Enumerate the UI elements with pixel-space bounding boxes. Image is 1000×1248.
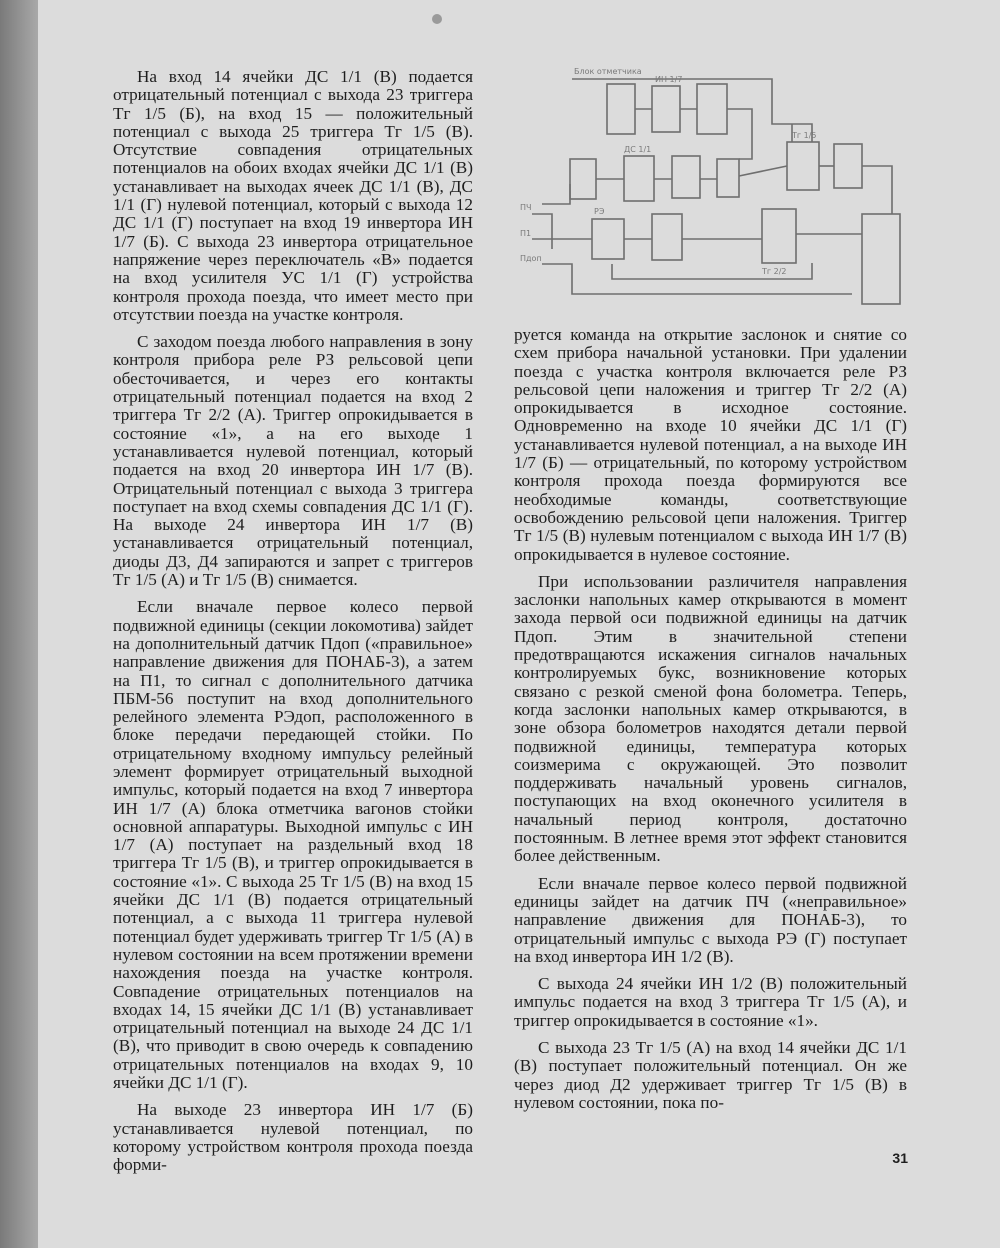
diagram-block bbox=[717, 159, 739, 197]
diagram-label: Тг 2/2 bbox=[762, 267, 787, 276]
diagram-wire bbox=[572, 79, 812, 142]
paragraph: С выхода 24 ячейки ИН 1/2 (В) положительный импульс подается на вход 3 триггера Тг 1/5 (А), и триггер опрокидывается в состояние «1». bbox=[514, 974, 907, 1030]
circuit-diagram-figure bbox=[512, 64, 912, 314]
paragraph: Если вначале первое колесо первой подвижной единицы (секции локомотива) зайдет на дополнительный датчик Пдоп («правильное» направление движения для ПОНАБ-3), а затем на П1, то сигнал с дополнительного датчика ПБМ-56 поступит на вход дополнительного релейного элемента РЭдоп, расположенного в блоке передачи передающей стойки. По отрицательному входному импульсу релейный элемент формирует отрицательный выходной импульс, который подается на вход 7 инвертора ИН 1/7 (А) блока отметчика вагонов стойки основной аппаратуры. Выходной импульс с ИН 1/7 (А) поступает на раздельный вход 18 триггера Тг 1/5 (В), и триггер опрокидывается в состояние «1». С выхода 25 Тг 1/5 (В) на вход 15 ячейки ДС 1/1 (В) подается отрицательный потенциал, а с выхода 11 триггера нулевой потенциал будет удерживать триггер Тг 1/5 (А) в нулевом состоянии на всем протяжении времени нахождения поезда на участке контроля. Совпадение отрицательных потенциалов на входах 14, 15 ячейки ДС 1/1 (В) устанавливает отрицательный потенциал на выходе 24 ДС 1/1 (В), что приводит в свою очередь к совпадению отрицательных потенциалов на входах 9, 10 ячейки ДС 1/1 (Г). bbox=[113, 597, 473, 1093]
diagram-wire bbox=[542, 184, 570, 204]
diagram-block bbox=[570, 159, 596, 199]
diagram-block bbox=[787, 142, 819, 190]
diagram-label: ДС 1/1 bbox=[624, 145, 652, 154]
diagram-block bbox=[624, 156, 654, 201]
diagram-wire bbox=[862, 166, 892, 214]
diagram-block bbox=[672, 156, 700, 198]
diagram-block bbox=[834, 144, 862, 188]
diagram-block bbox=[697, 84, 727, 134]
paragraph: С заходом поезда любого направления в зону контроля прибора реле РЗ рельсовой цепи обесточивается, и через его контакты отрицательный потенциал подается на вход 2 триггера Тг 2/2 (А). Триггер опрокидывается в состояние «1», а на его выходе 1 устанавливается нулевой потенциал, который подается на вход 20 инвертора ИН 1/7 (В). Отрицательный потенциал с выхода 3 триггера поступает на вход схемы совпадения ДС 1/1 (Г). На выходе 24 инвертора ИН 1/7 (В) устанавливается отрицательный потенциал, диоды Д3, Д4 запираются и запрет с триггеров Тг 1/5 (А) и Тг 1/5 (В) снимается. bbox=[113, 332, 473, 590]
diagram-block bbox=[592, 219, 624, 259]
diagram-label: Тг 1/5 bbox=[792, 131, 817, 140]
diagram-block bbox=[607, 84, 635, 134]
right-text-column bbox=[514, 326, 907, 1121]
diagram-label: Пдоп bbox=[520, 254, 542, 263]
diagram-wire bbox=[739, 166, 787, 176]
circuit-diagram bbox=[512, 64, 912, 314]
paragraph: На выходе 23 инвертора ИН 1/7 (Б) устанавливается нулевой потенциал, по которому устройством контроля прохода поезда форми- bbox=[113, 1100, 473, 1175]
binding-shadow bbox=[0, 0, 38, 1248]
diagram-block bbox=[652, 86, 680, 132]
diagram-wire bbox=[532, 214, 552, 249]
diagram-block bbox=[762, 209, 796, 263]
paragraph: С выхода 23 Тг 1/5 (А) на вход 14 ячейки ДС 1/1 (В) поступает положительный потенциал. Он же через диод Д2 удерживает триггер Тг 1/5 (В) в нулевом состоянии, пока по- bbox=[514, 1037, 907, 1112]
diagram-block bbox=[652, 214, 682, 260]
left-text-column bbox=[113, 68, 473, 1184]
diagram-label: РЭ bbox=[594, 207, 605, 216]
diagram-label: Блок отметчика bbox=[574, 67, 642, 76]
paragraph: При использовании различителя направления заслонки напольных камер открываются в момент захода первой оси подвижной единицы на датчик Пдоп. Этим в значительной степени предотвращаются искажения сигналов начальных контролируемых букс, возникновение которых связано с резкой сменой фона болометра. Теперь, когда заслонки напольных камер открываются, в зоне обзора болометров находятся детали первой подвижной единицы, температура которых соизмерима с окружающей. Это позволит поддерживать начальный уровень сигналов, поступающих на вход оконечного усилителя в начальный период контроля, достаточно постоянным. В летнее время этот эффект становится более действенным. bbox=[514, 571, 907, 866]
print-smudge bbox=[432, 14, 442, 24]
page-number: 31 bbox=[892, 1150, 908, 1166]
diagram-block bbox=[862, 214, 900, 304]
diagram-label: ИН 1/7 bbox=[655, 75, 683, 84]
paragraph: Если вначале первое колесо первой подвижной единицы зайдет на датчик ПЧ («неправильное» направление движения для ПОНАБ-3), то отрицательный импульс с выхода РЭ (Г) поступает на вход инвертора ИН 1/2 (В). bbox=[514, 873, 907, 966]
paragraph: руется команда на открытие заслонок и снятие со схем прибора начальной установки. При удалении поезда с участка контроля включается реле РЗ рельсовой цепи наложения и триггер Тг 2/2 (А) опрокидывается в исходное состояние. Одновременно на входе 10 ячейки ДС 1/1 (Г) устанавливается нулевой потенциал, а на выходе ИН 1/7 (Б) — отрицательный, по которому устройством контроля прохода поезда формируются все необходимые команды, соответствующие освобождению рельсовой цепи наложения. Триггер Тг 1/5 (В) нулевым потенциалом с выхода ИН 1/7 (В) опрокидывается в нулевое состояние. bbox=[514, 325, 907, 564]
paragraph: На вход 14 ячейки ДС 1/1 (В) подается отрицательный потенциал с выхода 23 триггера Тг 1/5 (Б), на вход 15 — положительный потенциал с выхода 25 триггера Тг 1/5 (В). Отсутствие совпадения отрицательных потенциалов на обоих входах ячейки ДС 1/1 (В) устанавливает на выходах ячеек ДС 1/1 (В), ДС 1/1 (Г) нулевой потенциал, который с выхода 12 ДС 1/1 (Г) поступает на вход 19 инвертора ИН 1/7 (Б). С выхода 23 инвертора отрицательное напряжение через переключатель «В» подается на вход усилителя УС 1/1 (Г) устройства контроля прохода поезда, что имеет место при отсутствии поезда на участке контроля. bbox=[113, 67, 473, 324]
diagram-label: П1 bbox=[520, 229, 532, 238]
diagram-wire bbox=[727, 109, 752, 159]
diagram-label: ПЧ bbox=[520, 203, 532, 212]
